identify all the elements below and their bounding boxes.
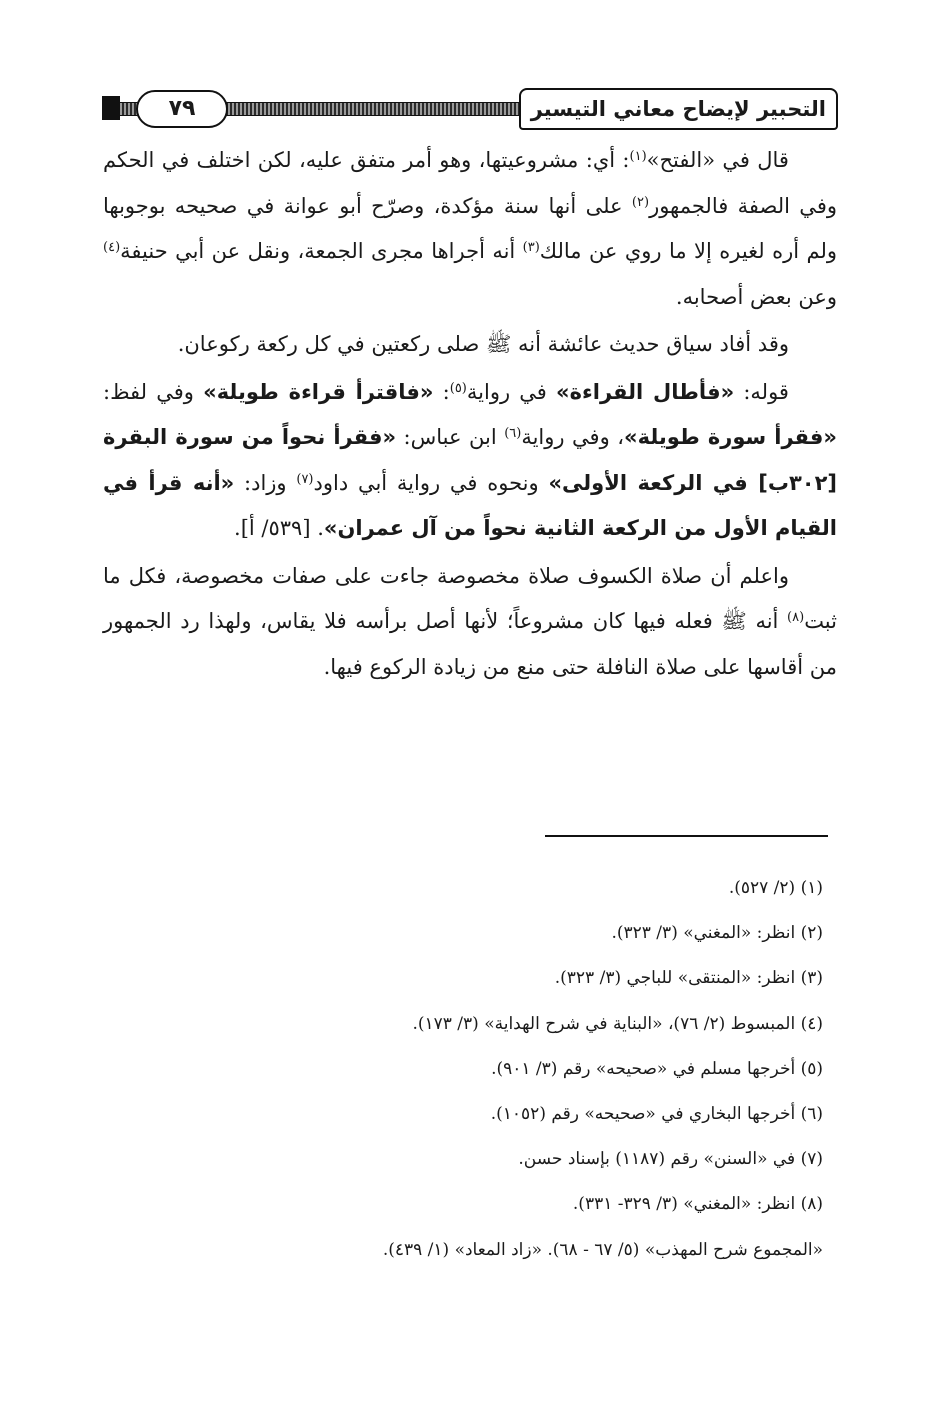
text-span: على أنها سنة مؤكدة، وصرّح أبو عوانة في صحيحه بوجوبها ولم أره لغيره إلا ما روي عن مالك: [103, 193, 837, 263]
paragraph-2: وقد أفاد سياق حديث عائشة أنه ﷺ صلى ركعتين في كل ركعة ركوعان.: [177, 332, 789, 356]
text-span: وعن بعض أصحابه.: [675, 284, 837, 309]
quoted-text: «فاقترأ قراءة طويلة»: [203, 379, 434, 404]
text-span: :: [433, 379, 450, 404]
text-span: : أي: مشروعيتها، وهو أمر متفق عليه، لكن اختلف في الحكم وفي الصفة فالجمهور: [103, 148, 837, 218]
page-header: [102, 88, 838, 130]
text-span: وزاد:: [234, 470, 297, 495]
text-span: ابن عباس:: [396, 425, 505, 449]
footnote-separator: [545, 835, 828, 837]
text-span: ، وفي رواية: [521, 425, 625, 449]
quoted-text: «فقرأ نحواً من سورة البقرة [٣٠٢ب] في الركعة الأولى»: [103, 425, 837, 495]
paragraph-4: [103, 554, 837, 691]
footnote: (٦) أخرجها البخاري في «صحيحه» رقم (١٠٥٢).: [490, 1104, 823, 1125]
footnote-ref: (٣): [522, 240, 540, 255]
footnote: (٥) أخرجها مسلم في «صحيحه» رقم (٣/ ٩٠١).: [491, 1058, 823, 1079]
text-span: واعلم أن صلاة الكسوف صلاة مخصوصة جاءت على صفات مخصوصة، فكل ما ثبت: [103, 563, 837, 633]
main-text: [103, 138, 837, 690]
footnote: «المجموع شرح المهذب» (٥/ ٦٧ - ٦٨). «زاد المعاد» (١/ ٤٣٩).: [382, 1239, 823, 1260]
paragraph-3: [103, 370, 837, 552]
text-span: أنه ﷺ فعله فيها كان مشروعاً؛ لأنها أصل برأسه فلا يقاس، ولهذا رد الجمهور من أقاسها على صلاة النافلة حتى منع من زيادة الركوع فيها.: [103, 609, 837, 679]
text-span: ونحوه في رواية أبي داود: [313, 470, 549, 495]
book-title: التحبير لإيضاح معاني التيسير: [519, 88, 838, 130]
footnote: (١) (٢/ ٥٢٧).: [728, 878, 823, 898]
text-span: في رواية: [466, 379, 557, 404]
footnote: (٧) في «السنن» رقم (١١٨٧) بإسناد حسن.: [518, 1149, 823, 1170]
footnote: (٤) المبسوط (٢/ ٧٦)، «البناية في شرح الهداية» (٣/ ١٧٣).: [412, 1013, 823, 1034]
text-span: قوله:: [734, 379, 789, 404]
footnote-ref: (٤): [103, 240, 121, 255]
text-span: قال في «الفتح»: [646, 148, 789, 172]
text-span: أنه أجراها مجرى الجمعة، ونقل عن أبي حنيفة: [120, 239, 523, 263]
quoted-text: «فقرأ سورة طويلة»: [624, 425, 837, 449]
paragraph-1: [103, 138, 837, 320]
text-span: وفي لفظ:: [103, 379, 204, 404]
text-span: . [٥٣٩/ أ].: [234, 516, 324, 540]
footnote-ref: (١): [629, 149, 647, 164]
quoted-text: «أنه قرأ في القيام الأول من الركعة الثانية نحواً من آل عمران»: [103, 470, 837, 540]
footnote-ref: (٧): [296, 471, 314, 487]
page-number: ٧٩: [136, 90, 228, 128]
footnote-ref: (٦): [504, 426, 522, 441]
footnote-ref: (٥): [449, 380, 467, 396]
footnotes: [103, 866, 823, 1273]
footnote: (٢) انظر: «المغني» (٣/ ٣٢٣).: [611, 923, 823, 944]
footnote: (٨) انظر: «المغني» (٣/ ٣٢٩- ٣٣١).: [572, 1194, 823, 1215]
header-ornament-end: [102, 96, 120, 120]
footnote-ref: (٢): [631, 194, 650, 210]
footnote-ref: (٨): [787, 610, 805, 625]
quoted-text: «فأطال القراءة»: [556, 379, 735, 404]
footnote: (٣) انظر: «المنتقى» للباجي (٣/ ٣٢٣).: [554, 968, 823, 989]
